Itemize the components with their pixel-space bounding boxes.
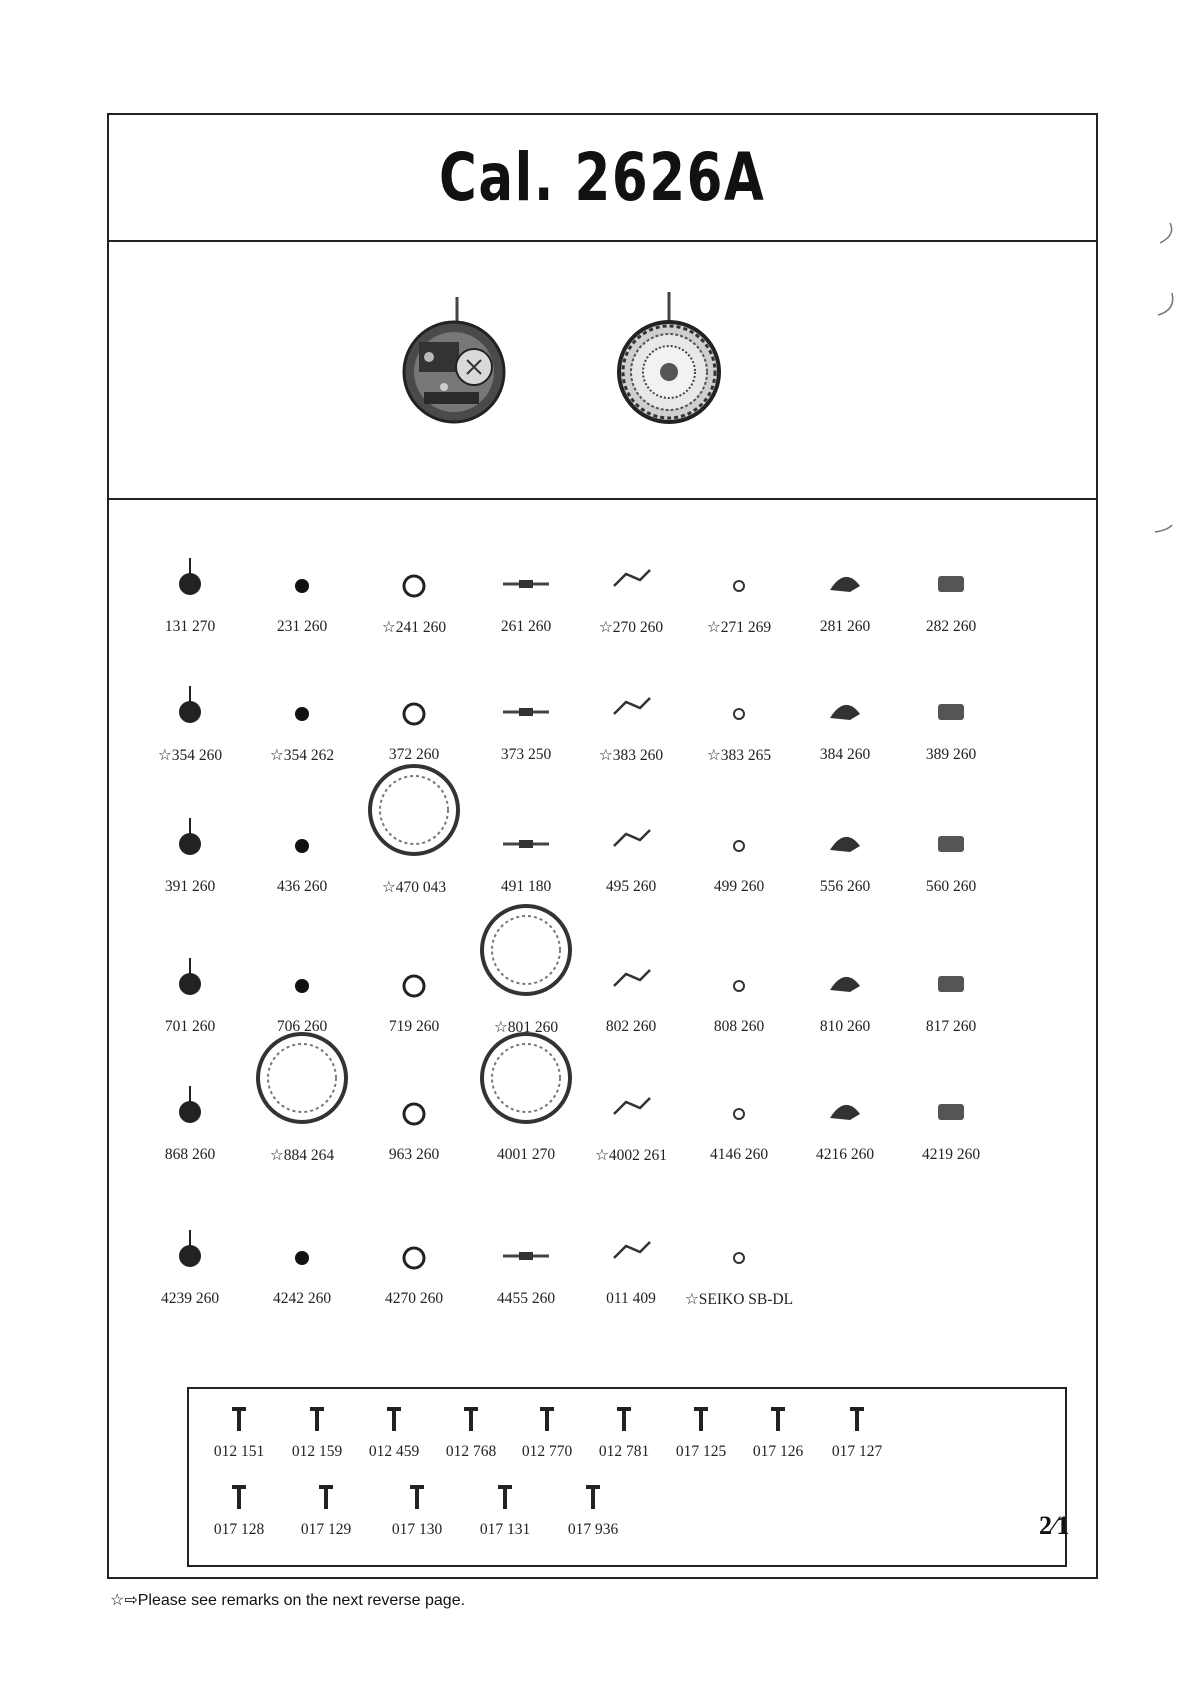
part-image (246, 500, 358, 600)
part-number: ☆801 260 (493, 1019, 559, 1036)
part-image (134, 900, 246, 1000)
screw-image (661, 1399, 741, 1435)
scale-label: 2⁄1 (1039, 1511, 1070, 1540)
screw-item (354, 1399, 434, 1461)
screw-number: 017 129 (300, 1521, 352, 1538)
part-number: 4219 260 (921, 1146, 981, 1163)
part-number: 261 260 (500, 618, 552, 635)
part-image (470, 1172, 582, 1272)
part-number: 372 260 (388, 746, 440, 763)
part-item (134, 900, 246, 1036)
part-item (683, 760, 795, 896)
screw-image (354, 1399, 434, 1435)
screw-number: 012 781 (598, 1443, 650, 1460)
part-image (358, 760, 470, 860)
screw-image (199, 1399, 279, 1435)
screw-item (553, 1477, 633, 1539)
part-number: 808 260 (713, 1018, 765, 1035)
part-image (246, 760, 358, 860)
part-image (134, 1172, 246, 1272)
part-item (470, 900, 582, 1037)
part-image (895, 760, 1007, 860)
part-image (358, 500, 470, 600)
screw-item (286, 1477, 366, 1539)
part-image (358, 900, 470, 1000)
screw-item (199, 1399, 279, 1461)
part-image (789, 760, 901, 860)
part-number: ☆SEIKO SB-DL (684, 1291, 794, 1308)
part-image (683, 1028, 795, 1128)
screw-parts-panel (187, 1387, 1070, 1567)
part-number: ☆270 260 (598, 619, 664, 636)
part-item (895, 900, 1007, 1036)
part-number: ☆354 260 (157, 747, 223, 764)
part-image (246, 1172, 358, 1272)
part-item (358, 628, 470, 764)
movement-photo-panel (109, 242, 1096, 500)
screw-item (377, 1477, 457, 1539)
part-number: 706 260 (276, 1018, 328, 1035)
part-image (470, 628, 582, 728)
part-item (789, 628, 901, 764)
part-image (575, 500, 687, 600)
part-item (683, 628, 795, 765)
part-number: 491 180 (500, 878, 552, 895)
screw-number: 017 127 (831, 1443, 883, 1460)
part-number: 011 409 (606, 1290, 656, 1307)
part-number: ☆354 262 (269, 747, 335, 764)
part-image (470, 500, 582, 600)
part-number: 556 260 (819, 878, 871, 895)
screw-number: 017 125 (675, 1443, 727, 1460)
part-image (470, 1028, 582, 1128)
part-number: 4001 270 (496, 1146, 556, 1163)
part-number: ☆383 265 (706, 747, 772, 764)
part-item (246, 628, 358, 765)
binding-marks (1150, 215, 1180, 535)
screw-item (507, 1399, 587, 1461)
screw-item (199, 1477, 279, 1539)
part-image (683, 900, 795, 1000)
screw-number: 017 131 (479, 1521, 531, 1538)
part-item (683, 1028, 795, 1164)
screw-image (199, 1477, 279, 1513)
part-item (575, 628, 687, 765)
part-item (895, 760, 1007, 896)
part-item (789, 1028, 901, 1164)
part-item (134, 500, 246, 636)
part-image (470, 900, 582, 1000)
screw-number: 017 130 (391, 1521, 443, 1538)
part-item (358, 900, 470, 1036)
part-number: 231 260 (276, 618, 328, 635)
part-item (134, 628, 246, 765)
part-number: 4239 260 (160, 1290, 220, 1307)
part-item (134, 1172, 246, 1308)
part-item (246, 900, 358, 1036)
part-number: 817 260 (925, 1018, 977, 1035)
part-item (683, 900, 795, 1036)
screw-item (465, 1477, 545, 1539)
part-image (246, 628, 358, 728)
screw-item (661, 1399, 741, 1461)
part-item (470, 1028, 582, 1164)
part-image (789, 628, 901, 728)
part-number: 391 260 (164, 878, 216, 895)
part-image (575, 628, 687, 728)
part-number: 701 260 (164, 1018, 216, 1035)
part-image (575, 900, 687, 1000)
part-image (358, 1172, 470, 1272)
screw-number: 017 936 (567, 1521, 619, 1538)
part-item (470, 500, 582, 636)
screw-image (584, 1399, 664, 1435)
screw-image (377, 1477, 457, 1513)
screw-number: 012 459 (368, 1443, 420, 1460)
part-item (683, 500, 795, 637)
part-number: 373 250 (500, 746, 552, 763)
part-item (358, 1028, 470, 1164)
part-number: 4270 260 (384, 1290, 444, 1307)
part-number: 436 260 (276, 878, 328, 895)
part-image (470, 760, 582, 860)
screw-item (738, 1399, 818, 1461)
part-image (683, 500, 795, 600)
part-image (683, 1172, 795, 1272)
part-item (575, 760, 687, 896)
movement-back-image (614, 292, 724, 427)
part-item (246, 760, 358, 896)
screw-image (465, 1477, 545, 1513)
title-panel (109, 115, 1096, 242)
part-item (789, 500, 901, 636)
part-image (895, 1028, 1007, 1128)
part-number: 4455 260 (496, 1290, 556, 1307)
part-number: 281 260 (819, 618, 871, 635)
part-number: 4146 260 (709, 1146, 769, 1163)
part-number: 810 260 (819, 1018, 871, 1035)
part-item (575, 1028, 687, 1165)
part-number: 560 260 (925, 878, 977, 895)
part-item (358, 500, 470, 637)
part-image (683, 760, 795, 860)
part-item (789, 900, 901, 1036)
part-image (789, 1028, 901, 1128)
part-item (358, 1172, 470, 1308)
part-item (895, 500, 1007, 636)
screw-image (738, 1399, 818, 1435)
part-number: ☆241 260 (381, 619, 447, 636)
part-item (575, 500, 687, 637)
part-number: 495 260 (605, 878, 657, 895)
screw-item (584, 1399, 664, 1461)
part-item (134, 760, 246, 896)
part-item (246, 1172, 358, 1308)
part-item (895, 628, 1007, 764)
screw-image (277, 1399, 357, 1435)
part-image (134, 500, 246, 600)
part-image (789, 500, 901, 600)
part-item (895, 1028, 1007, 1164)
screw-image (286, 1477, 366, 1513)
screw-number: 017 128 (213, 1521, 265, 1538)
part-image (358, 1028, 470, 1128)
part-number: 868 260 (164, 1146, 216, 1163)
part-item (470, 1172, 582, 1308)
parts-sheet (107, 113, 1098, 1579)
part-number: ☆383 260 (598, 747, 664, 764)
screw-number: 012 159 (291, 1443, 343, 1460)
part-item (575, 900, 687, 1036)
part-item (246, 500, 358, 636)
part-item (470, 760, 582, 896)
part-number: 802 260 (605, 1018, 657, 1035)
part-image (134, 628, 246, 728)
part-number: 282 260 (925, 618, 977, 635)
part-number: 4216 260 (815, 1146, 875, 1163)
screw-item (277, 1399, 357, 1461)
part-number: 384 260 (819, 746, 871, 763)
part-image (575, 1028, 687, 1128)
screw-image (553, 1477, 633, 1513)
part-number: 131 270 (164, 618, 216, 635)
part-image (895, 628, 1007, 728)
part-number: 4242 260 (272, 1290, 332, 1307)
screw-number: 012 768 (445, 1443, 497, 1460)
part-image (246, 1028, 358, 1128)
part-image (895, 900, 1007, 1000)
part-item (358, 760, 470, 897)
part-item (246, 1028, 358, 1165)
screw-number: 012 770 (521, 1443, 573, 1460)
part-number: 389 260 (925, 746, 977, 763)
part-image (134, 760, 246, 860)
part-image (575, 760, 687, 860)
screw-item (431, 1399, 511, 1461)
part-image (683, 628, 795, 728)
part-number: ☆271 269 (706, 619, 772, 636)
page-title: Cal. 2626A (439, 139, 766, 216)
part-number: ☆470 043 (381, 879, 447, 896)
part-image (246, 900, 358, 1000)
screw-number: 012 151 (213, 1443, 265, 1460)
part-number: 499 260 (713, 878, 765, 895)
part-image (895, 500, 1007, 600)
part-number: ☆884 264 (269, 1147, 335, 1164)
screw-item (817, 1399, 897, 1461)
screw-number: 017 126 (752, 1443, 804, 1460)
screw-image (431, 1399, 511, 1435)
screw-image (817, 1399, 897, 1435)
movement-front-image (399, 297, 509, 427)
part-number: 963 260 (388, 1146, 440, 1163)
part-item (134, 1028, 246, 1164)
part-item (789, 760, 901, 896)
part-number: ☆4002 261 (594, 1147, 668, 1164)
part-number: 719 260 (388, 1018, 440, 1035)
footer-note: ☆⇨Please see remarks on the next reverse page. (110, 1592, 466, 1609)
part-item (575, 1172, 687, 1308)
part-item (470, 628, 582, 764)
screw-image (507, 1399, 587, 1435)
part-item (683, 1172, 795, 1309)
part-image (789, 900, 901, 1000)
part-image (358, 628, 470, 728)
part-image (575, 1172, 687, 1272)
part-image (134, 1028, 246, 1128)
